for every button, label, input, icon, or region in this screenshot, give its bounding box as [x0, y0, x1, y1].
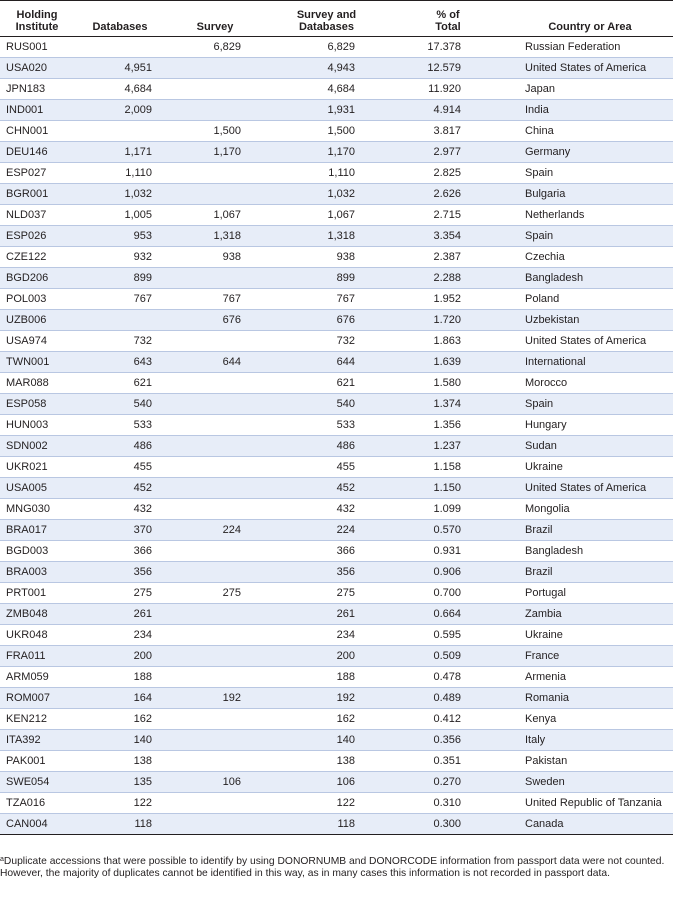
- cell-percent-of-total: 1.158: [389, 457, 507, 478]
- header-line: Survey and: [296, 9, 357, 21]
- cell-holding-institute: USA005: [0, 478, 74, 499]
- table-row: [0, 646, 673, 667]
- cell-country-or-area: Pakistan: [507, 751, 673, 772]
- cell-survey: [166, 793, 264, 814]
- cell-survey-and-databases: 1,170: [264, 142, 389, 163]
- cell-country-or-area: Italy: [507, 730, 673, 751]
- cell-country-or-area: Mongolia: [507, 499, 673, 520]
- cell-databases: [74, 37, 166, 58]
- cell-survey-and-databases: 138: [264, 751, 389, 772]
- cell-country-or-area: Canada: [507, 814, 673, 835]
- table-row: [0, 730, 673, 751]
- cell-percent-of-total: 3.354: [389, 226, 507, 247]
- cell-percent-of-total: 0.270: [389, 772, 507, 793]
- cell-survey-and-databases: 767: [264, 289, 389, 310]
- header-line: Total: [435, 21, 461, 33]
- cell-country-or-area: Hungary: [507, 415, 673, 436]
- cell-percent-of-total: 0.351: [389, 751, 507, 772]
- cell-percent-of-total: 1.237: [389, 436, 507, 457]
- cell-survey-and-databases: 938: [264, 247, 389, 268]
- cell-holding-institute: CAN004: [0, 814, 74, 835]
- cell-survey: [166, 79, 264, 100]
- cell-survey-and-databases: 4,943: [264, 58, 389, 79]
- cell-holding-institute: IND001: [0, 100, 74, 121]
- cell-databases: 432: [74, 499, 166, 520]
- cell-percent-of-total: 0.664: [389, 604, 507, 625]
- cell-holding-institute: BGR001: [0, 184, 74, 205]
- cell-databases: 164: [74, 688, 166, 709]
- table-row: [0, 100, 673, 121]
- cell-percent-of-total: 1.639: [389, 352, 507, 373]
- cell-country-or-area: China: [507, 121, 673, 142]
- cell-databases: 533: [74, 415, 166, 436]
- cell-percent-of-total: 2.626: [389, 184, 507, 205]
- cell-survey: [166, 100, 264, 121]
- cell-databases: 899: [74, 268, 166, 289]
- cell-databases: 643: [74, 352, 166, 373]
- cell-holding-institute: PRT001: [0, 583, 74, 604]
- cell-databases: 1,032: [74, 184, 166, 205]
- cell-country-or-area: Brazil: [507, 520, 673, 541]
- cell-percent-of-total: 0.478: [389, 667, 507, 688]
- cell-databases: [74, 121, 166, 142]
- cell-survey-and-databases: 644: [264, 352, 389, 373]
- cell-percent-of-total: 0.700: [389, 583, 507, 604]
- cell-percent-of-total: 1.099: [389, 499, 507, 520]
- cell-survey: [166, 499, 264, 520]
- cell-country-or-area: Sudan: [507, 436, 673, 457]
- table-row: [0, 520, 673, 541]
- header-holding-institute: [0, 1, 74, 37]
- cell-survey-and-databases: 140: [264, 730, 389, 751]
- cell-percent-of-total: 1.356: [389, 415, 507, 436]
- cell-percent-of-total: 0.509: [389, 646, 507, 667]
- cell-holding-institute: CZE122: [0, 247, 74, 268]
- table-row: [0, 79, 673, 100]
- cell-survey-and-databases: 275: [264, 583, 389, 604]
- cell-survey-and-databases: 452: [264, 478, 389, 499]
- cell-percent-of-total: 17.378: [389, 37, 507, 58]
- cell-country-or-area: Spain: [507, 394, 673, 415]
- table-row: [0, 58, 673, 79]
- table-row: [0, 583, 673, 604]
- cell-percent-of-total: 0.906: [389, 562, 507, 583]
- table-row: [0, 394, 673, 415]
- cell-databases: 486: [74, 436, 166, 457]
- cell-holding-institute: ZMB048: [0, 604, 74, 625]
- cell-percent-of-total: 0.931: [389, 541, 507, 562]
- cell-holding-institute: ARM059: [0, 667, 74, 688]
- table-row: [0, 751, 673, 772]
- cell-country-or-area: France: [507, 646, 673, 667]
- header-line: Databases: [298, 21, 355, 33]
- cell-country-or-area: Netherlands: [507, 205, 673, 226]
- cell-survey: [166, 709, 264, 730]
- cell-holding-institute: ITA392: [0, 730, 74, 751]
- table-row: [0, 793, 673, 814]
- cell-country-or-area: Spain: [507, 163, 673, 184]
- cell-country-or-area: Ukraine: [507, 625, 673, 646]
- cell-country-or-area: Sweden: [507, 772, 673, 793]
- cell-holding-institute: BRA017: [0, 520, 74, 541]
- cell-databases: 732: [74, 331, 166, 352]
- cell-databases: 4,684: [74, 79, 166, 100]
- cell-country-or-area: Romania: [507, 688, 673, 709]
- cell-databases: 1,171: [74, 142, 166, 163]
- cell-holding-institute: DEU146: [0, 142, 74, 163]
- cell-survey-and-databases: 234: [264, 625, 389, 646]
- cell-databases: 261: [74, 604, 166, 625]
- table-row: [0, 37, 673, 58]
- cell-survey-and-databases: 6,829: [264, 37, 389, 58]
- cell-databases: 932: [74, 247, 166, 268]
- table-row: [0, 352, 673, 373]
- cell-holding-institute: RUS001: [0, 37, 74, 58]
- cell-survey-and-databases: 1,318: [264, 226, 389, 247]
- cell-databases: 140: [74, 730, 166, 751]
- cell-databases: 4,951: [74, 58, 166, 79]
- cell-databases: 953: [74, 226, 166, 247]
- cell-holding-institute: UZB006: [0, 310, 74, 331]
- cell-holding-institute: CHN001: [0, 121, 74, 142]
- cell-country-or-area: Japan: [507, 79, 673, 100]
- header-line: Country or Area: [548, 21, 632, 33]
- cell-country-or-area: United States of America: [507, 331, 673, 352]
- cell-holding-institute: USA974: [0, 331, 74, 352]
- cell-databases: 200: [74, 646, 166, 667]
- cell-percent-of-total: 0.300: [389, 814, 507, 835]
- cell-survey: 1,318: [166, 226, 264, 247]
- cell-holding-institute: SWE054: [0, 772, 74, 793]
- cell-percent-of-total: 0.570: [389, 520, 507, 541]
- cell-survey-and-databases: 4,684: [264, 79, 389, 100]
- cell-holding-institute: UKR048: [0, 625, 74, 646]
- cell-country-or-area: Uzbekistan: [507, 310, 673, 331]
- cell-survey: 1,170: [166, 142, 264, 163]
- header-line: Institute: [15, 21, 59, 33]
- cell-holding-institute: BGD206: [0, 268, 74, 289]
- cell-percent-of-total: 2.977: [389, 142, 507, 163]
- cell-survey-and-databases: 533: [264, 415, 389, 436]
- cell-survey-and-databases: 1,931: [264, 100, 389, 121]
- cell-holding-institute: PAK001: [0, 751, 74, 772]
- cell-survey: [166, 184, 264, 205]
- cell-country-or-area: United States of America: [507, 58, 673, 79]
- cell-holding-institute: UKR021: [0, 457, 74, 478]
- cell-country-or-area: Portugal: [507, 583, 673, 604]
- cell-holding-institute: MAR088: [0, 373, 74, 394]
- cell-databases: 2,009: [74, 100, 166, 121]
- cell-survey: [166, 604, 264, 625]
- cell-holding-institute: ESP026: [0, 226, 74, 247]
- cell-holding-institute: HUN003: [0, 415, 74, 436]
- cell-survey: [166, 541, 264, 562]
- table-row: [0, 604, 673, 625]
- cell-survey: [166, 814, 264, 835]
- table-row: [0, 184, 673, 205]
- cell-percent-of-total: 1.952: [389, 289, 507, 310]
- cell-survey: 1,500: [166, 121, 264, 142]
- cell-survey-and-databases: 1,067: [264, 205, 389, 226]
- cell-databases: 621: [74, 373, 166, 394]
- cell-country-or-area: Bangladesh: [507, 541, 673, 562]
- cell-survey: 224: [166, 520, 264, 541]
- cell-survey: 1,067: [166, 205, 264, 226]
- header-survey-and-databases: [264, 1, 389, 37]
- cell-percent-of-total: 11.920: [389, 79, 507, 100]
- table-row: [0, 289, 673, 310]
- cell-databases: 275: [74, 583, 166, 604]
- cell-survey-and-databases: 1,500: [264, 121, 389, 142]
- cell-holding-institute: KEN212: [0, 709, 74, 730]
- cell-percent-of-total: 0.412: [389, 709, 507, 730]
- cell-survey-and-databases: 162: [264, 709, 389, 730]
- cell-survey: 644: [166, 352, 264, 373]
- table-row: [0, 709, 673, 730]
- cell-holding-institute: ESP058: [0, 394, 74, 415]
- cell-percent-of-total: 1.720: [389, 310, 507, 331]
- cell-country-or-area: Kenya: [507, 709, 673, 730]
- table-row: [0, 688, 673, 709]
- table-row: [0, 814, 673, 835]
- cell-databases: 122: [74, 793, 166, 814]
- cell-percent-of-total: 2.288: [389, 268, 507, 289]
- cell-country-or-area: Spain: [507, 226, 673, 247]
- cell-percent-of-total: 1.150: [389, 478, 507, 499]
- cell-survey: 192: [166, 688, 264, 709]
- cell-percent-of-total: 0.310: [389, 793, 507, 814]
- table-row: [0, 625, 673, 646]
- cell-databases: 188: [74, 667, 166, 688]
- cell-holding-institute: TZA016: [0, 793, 74, 814]
- table-header: [0, 1, 673, 37]
- cell-country-or-area: Germany: [507, 142, 673, 163]
- cell-survey: [166, 667, 264, 688]
- cell-holding-institute: POL003: [0, 289, 74, 310]
- cell-survey: [166, 394, 264, 415]
- table-row: [0, 562, 673, 583]
- cell-holding-institute: ESP027: [0, 163, 74, 184]
- cell-survey: [166, 457, 264, 478]
- cell-percent-of-total: 12.579: [389, 58, 507, 79]
- cell-country-or-area: Poland: [507, 289, 673, 310]
- cell-survey-and-databases: 192: [264, 688, 389, 709]
- header-line: % of: [436, 9, 460, 21]
- cell-percent-of-total: 1.863: [389, 331, 507, 352]
- cell-survey: [166, 730, 264, 751]
- table-row: [0, 667, 673, 688]
- cell-survey-and-databases: 122: [264, 793, 389, 814]
- cell-databases: 138: [74, 751, 166, 772]
- cell-survey-and-databases: 432: [264, 499, 389, 520]
- table-row: [0, 541, 673, 562]
- cell-survey-and-databases: 118: [264, 814, 389, 835]
- cell-country-or-area: India: [507, 100, 673, 121]
- cell-survey-and-databases: 106: [264, 772, 389, 793]
- cell-survey-and-databases: 356: [264, 562, 389, 583]
- cell-survey: 106: [166, 772, 264, 793]
- cell-survey-and-databases: 1,032: [264, 184, 389, 205]
- cell-databases: 118: [74, 814, 166, 835]
- table-row: [0, 205, 673, 226]
- cell-country-or-area: International: [507, 352, 673, 373]
- cell-survey: [166, 163, 264, 184]
- header-databases: [74, 1, 166, 37]
- cell-holding-institute: ROM007: [0, 688, 74, 709]
- cell-percent-of-total: 2.387: [389, 247, 507, 268]
- cell-country-or-area: Czechia: [507, 247, 673, 268]
- cell-percent-of-total: 2.715: [389, 205, 507, 226]
- cell-databases: 1,005: [74, 205, 166, 226]
- cell-percent-of-total: 1.374: [389, 394, 507, 415]
- cell-databases: 1,110: [74, 163, 166, 184]
- cell-percent-of-total: 0.356: [389, 730, 507, 751]
- cell-holding-institute: JPN183: [0, 79, 74, 100]
- cell-survey: 275: [166, 583, 264, 604]
- cell-databases: [74, 310, 166, 331]
- cell-databases: 767: [74, 289, 166, 310]
- footnote-marker: a: [0, 856, 4, 863]
- cell-survey-and-databases: 224: [264, 520, 389, 541]
- table-row: [0, 331, 673, 352]
- cell-country-or-area: Bangladesh: [507, 268, 673, 289]
- cell-databases: 540: [74, 394, 166, 415]
- table-row: [0, 772, 673, 793]
- table-row: [0, 226, 673, 247]
- cell-survey: 938: [166, 247, 264, 268]
- cell-databases: 455: [74, 457, 166, 478]
- table-body: [0, 37, 673, 835]
- table-row: [0, 436, 673, 457]
- cell-country-or-area: United Republic of Tanzania: [507, 793, 673, 814]
- cell-databases: 452: [74, 478, 166, 499]
- cell-survey-and-databases: 621: [264, 373, 389, 394]
- cell-holding-institute: BRA003: [0, 562, 74, 583]
- cell-survey-and-databases: 200: [264, 646, 389, 667]
- cell-survey: 6,829: [166, 37, 264, 58]
- cell-holding-institute: TWN001: [0, 352, 74, 373]
- cell-databases: 366: [74, 541, 166, 562]
- cell-databases: 135: [74, 772, 166, 793]
- cell-survey-and-databases: 188: [264, 667, 389, 688]
- table-row: [0, 247, 673, 268]
- cell-percent-of-total: 3.817: [389, 121, 507, 142]
- cell-survey-and-databases: 899: [264, 268, 389, 289]
- cell-country-or-area: Bulgaria: [507, 184, 673, 205]
- table-row: [0, 310, 673, 331]
- cell-percent-of-total: 1.580: [389, 373, 507, 394]
- cell-survey: [166, 562, 264, 583]
- cell-country-or-area: Brazil: [507, 562, 673, 583]
- table-row: [0, 121, 673, 142]
- cell-survey-and-databases: 1,110: [264, 163, 389, 184]
- cell-survey: 676: [166, 310, 264, 331]
- table-row: [0, 457, 673, 478]
- cell-survey-and-databases: 486: [264, 436, 389, 457]
- cell-percent-of-total: 2.825: [389, 163, 507, 184]
- footnote-text: Duplicate accessions that were possible to identify by using DONORNUMB and DONORCODE information from passport data were not counted. However, the majority of duplicates cannot be identified in this way, as in many cases this information is not recorded in passport data.: [0, 856, 665, 879]
- cell-survey: [166, 478, 264, 499]
- cell-country-or-area: Russian Federation: [507, 37, 673, 58]
- header-line: Holding: [16, 9, 58, 21]
- cell-country-or-area: Ukraine: [507, 457, 673, 478]
- cell-percent-of-total: 4.914: [389, 100, 507, 121]
- cell-databases: 234: [74, 625, 166, 646]
- cell-holding-institute: MNG030: [0, 499, 74, 520]
- cell-survey-and-databases: 366: [264, 541, 389, 562]
- table-row: [0, 499, 673, 520]
- header-percent-of-total: [389, 1, 507, 37]
- cell-holding-institute: FRA011: [0, 646, 74, 667]
- cell-survey-and-databases: 540: [264, 394, 389, 415]
- header-country-or-area: [507, 1, 673, 37]
- cell-databases: 356: [74, 562, 166, 583]
- table-row: [0, 478, 673, 499]
- cell-survey: [166, 58, 264, 79]
- table-row: [0, 163, 673, 184]
- cell-survey: [166, 331, 264, 352]
- cell-survey-and-databases: 676: [264, 310, 389, 331]
- cell-survey: [166, 751, 264, 772]
- footnote: [0, 854, 675, 879]
- table-row: [0, 268, 673, 289]
- cell-survey: [166, 415, 264, 436]
- cell-survey-and-databases: 455: [264, 457, 389, 478]
- cell-databases: 162: [74, 709, 166, 730]
- table-row: [0, 415, 673, 436]
- header-survey: [166, 1, 264, 37]
- table-row: [0, 142, 673, 163]
- cell-country-or-area: Zambia: [507, 604, 673, 625]
- cell-country-or-area: United States of America: [507, 478, 673, 499]
- cell-country-or-area: Armenia: [507, 667, 673, 688]
- header-line: Databases: [92, 21, 148, 33]
- cell-holding-institute: USA020: [0, 58, 74, 79]
- cell-survey: [166, 646, 264, 667]
- cell-survey-and-databases: 732: [264, 331, 389, 352]
- cell-country-or-area: Morocco: [507, 373, 673, 394]
- cell-survey: [166, 436, 264, 457]
- cell-survey: 767: [166, 289, 264, 310]
- cell-holding-institute: SDN002: [0, 436, 74, 457]
- cell-survey-and-databases: 261: [264, 604, 389, 625]
- table-row: [0, 373, 673, 394]
- cell-databases: 370: [74, 520, 166, 541]
- cell-holding-institute: NLD037: [0, 205, 74, 226]
- header-line: Survey: [196, 21, 234, 33]
- cell-survey: [166, 268, 264, 289]
- cell-percent-of-total: 0.595: [389, 625, 507, 646]
- cell-survey: [166, 373, 264, 394]
- cell-holding-institute: BGD003: [0, 541, 74, 562]
- cell-survey: [166, 625, 264, 646]
- cell-percent-of-total: 0.489: [389, 688, 507, 709]
